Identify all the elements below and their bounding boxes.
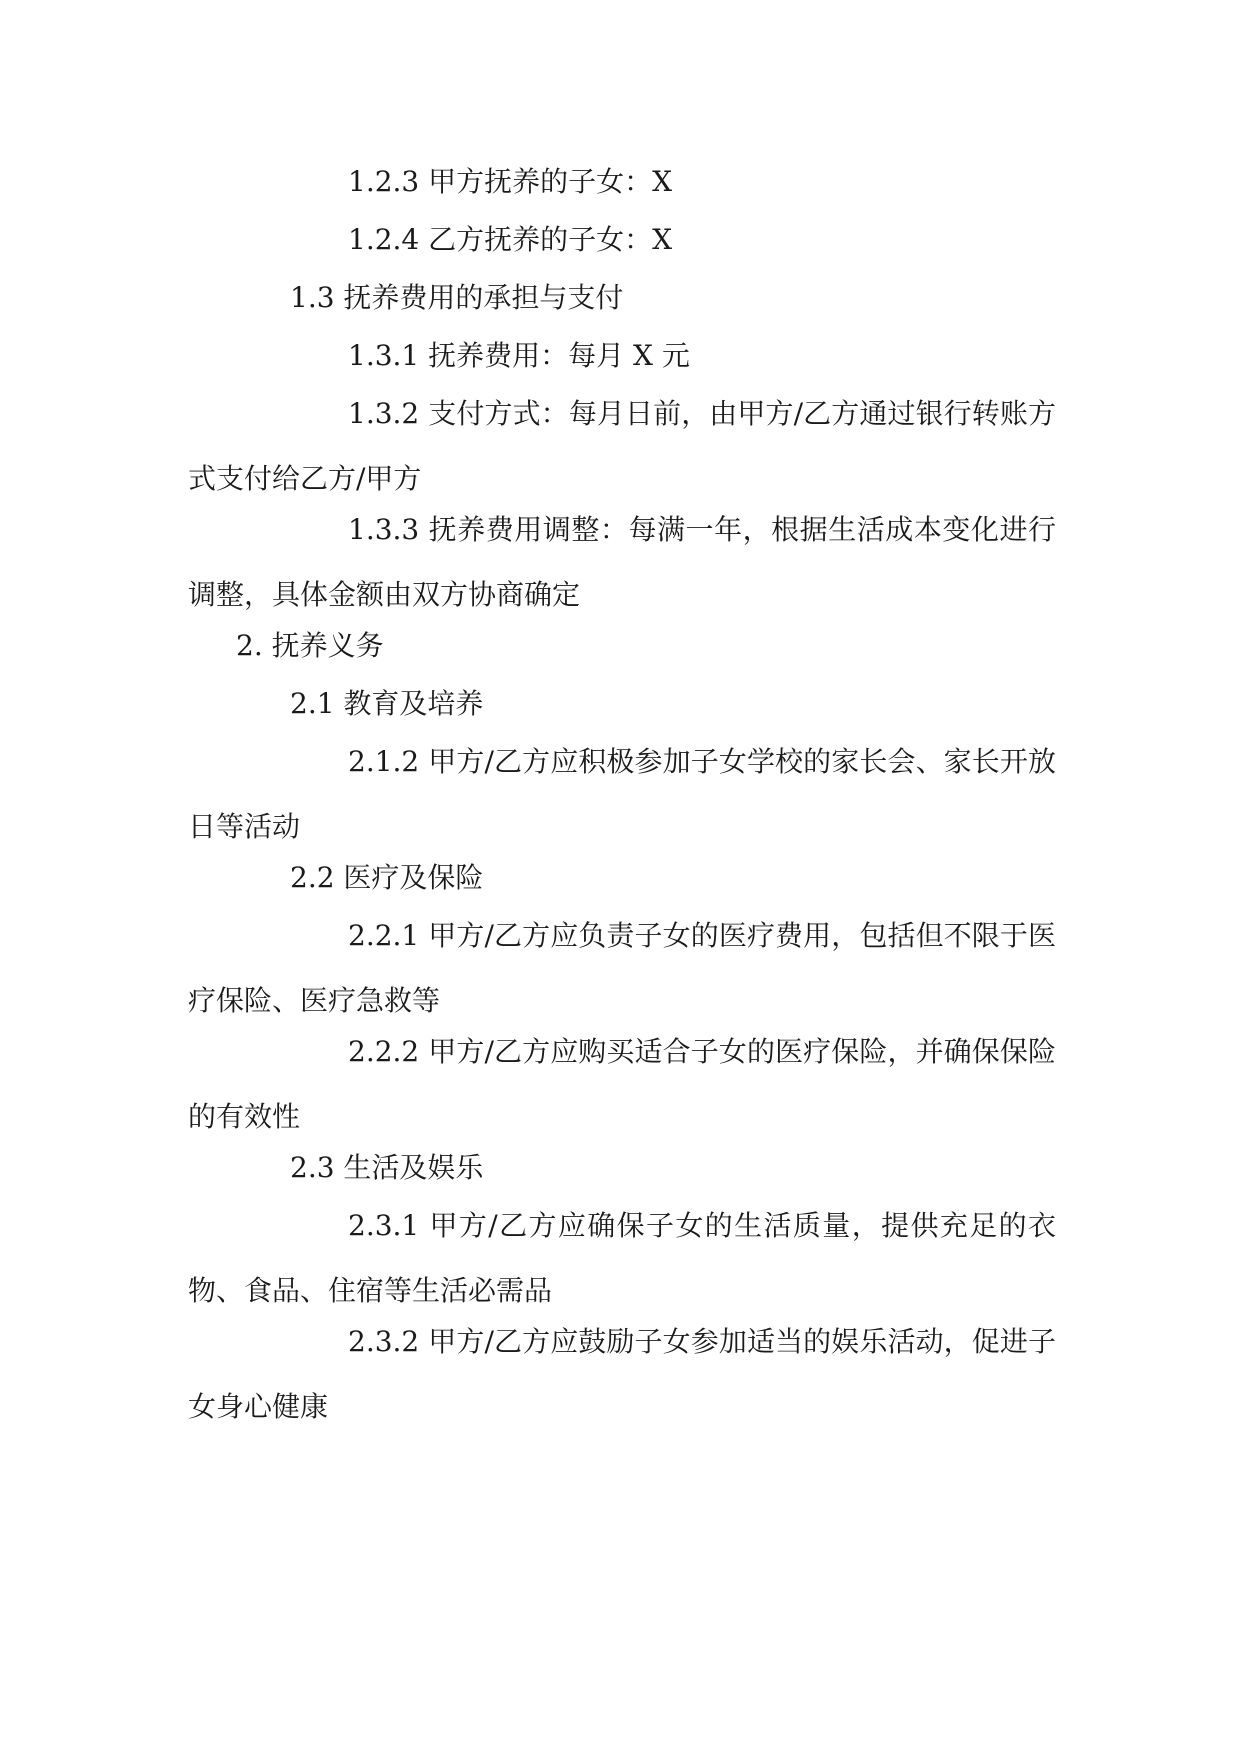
clause-2-3-2: 2.3.2 甲方/乙方应鼓励子女参加适当的娱乐活动，促进子女身心健康 — [188, 1325, 1056, 1423]
clause-1-3-3: 1.3.3 抚养费用调整：每满一年，根据生活成本变化进行调整，具体金额由双方协商确定 — [188, 513, 1056, 611]
clause-2-1-2: 2.1.2 甲方/乙方应积极参加子女学校的家长会、家长开放日等活动 — [188, 745, 1056, 843]
clause-2-3-1: 2.3.1 甲方/乙方应确保子女的生活质量，提供充足的衣物、食品、住宿等生活必需品 — [188, 1209, 1056, 1307]
clause-2-2-1: 2.2.1 甲方/乙方应负责子女的医疗费用，包括但不限于医疗保险、医疗急救等 — [188, 919, 1056, 1017]
clause-2-2-2: 2.2.2 甲方/乙方应购买适合子女的医疗保险，并确保保险的有效性 — [188, 1035, 1056, 1133]
clause-1-2-4: 1.2.4 乙方抚养的子女：X — [348, 223, 673, 256]
section-2-heading: 2. 抚养义务 — [236, 629, 384, 662]
clause-1-3-1: 1.3.1 抚养费用：每月 X 元 — [348, 339, 690, 372]
clause-1-3-2: 1.3.2 支付方式：每月日前，由甲方/乙方通过银行转账方式支付给乙方/甲方 — [188, 397, 1056, 495]
clause-1-2-3: 1.2.3 甲方抚养的子女：X — [348, 165, 673, 198]
section-2-2-heading: 2.2 医疗及保险 — [290, 861, 484, 894]
section-2-3-heading: 2.3 生活及娱乐 — [290, 1151, 484, 1184]
section-2-1-heading: 2.1 教育及培养 — [290, 687, 484, 720]
section-1-3-heading: 1.3 抚养费用的承担与支付 — [290, 281, 624, 314]
